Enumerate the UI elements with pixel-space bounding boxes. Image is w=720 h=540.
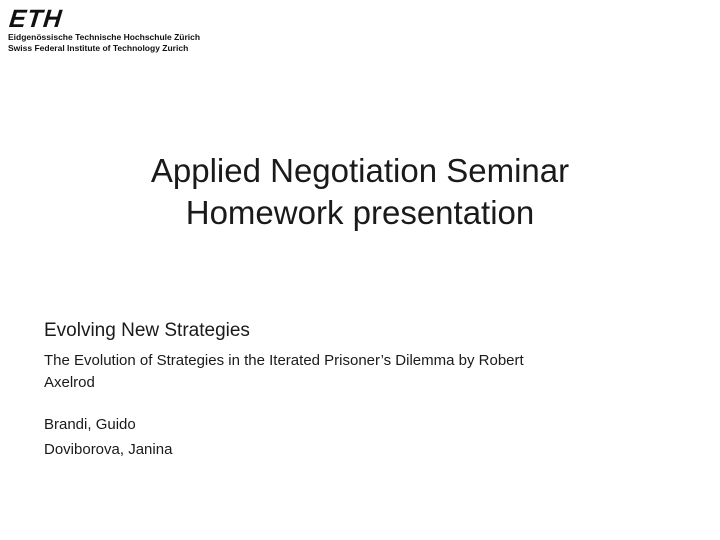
eth-logo-name-german: Eidgenössische Technische Hochschule Zürich	[8, 32, 201, 42]
spacer	[44, 394, 684, 414]
subtitle-line-1: The Evolution of Strategies in the Iterated Prisoner’s Dilemma by Robert	[44, 352, 524, 369]
eth-logo	[8, 6, 228, 54]
slide-title-line-1: Applied Negotiation Seminar	[150, 152, 570, 189]
author-1: Brandi, Guido	[44, 416, 136, 433]
subtitle-heading: Evolving New Strategies	[44, 320, 250, 341]
slide-title	[0, 150, 720, 234]
slide-subtitle-block	[44, 318, 684, 464]
author-2: Doviborova, Janina	[44, 441, 173, 458]
subtitle-line-2: Axelrod	[44, 374, 95, 391]
slide-title-line-2: Homework presentation	[185, 194, 535, 231]
eth-logo-name-english: Swiss Federal Institute of Technology Zurich	[8, 43, 189, 53]
eth-logo-mark: ETH	[7, 5, 64, 33]
